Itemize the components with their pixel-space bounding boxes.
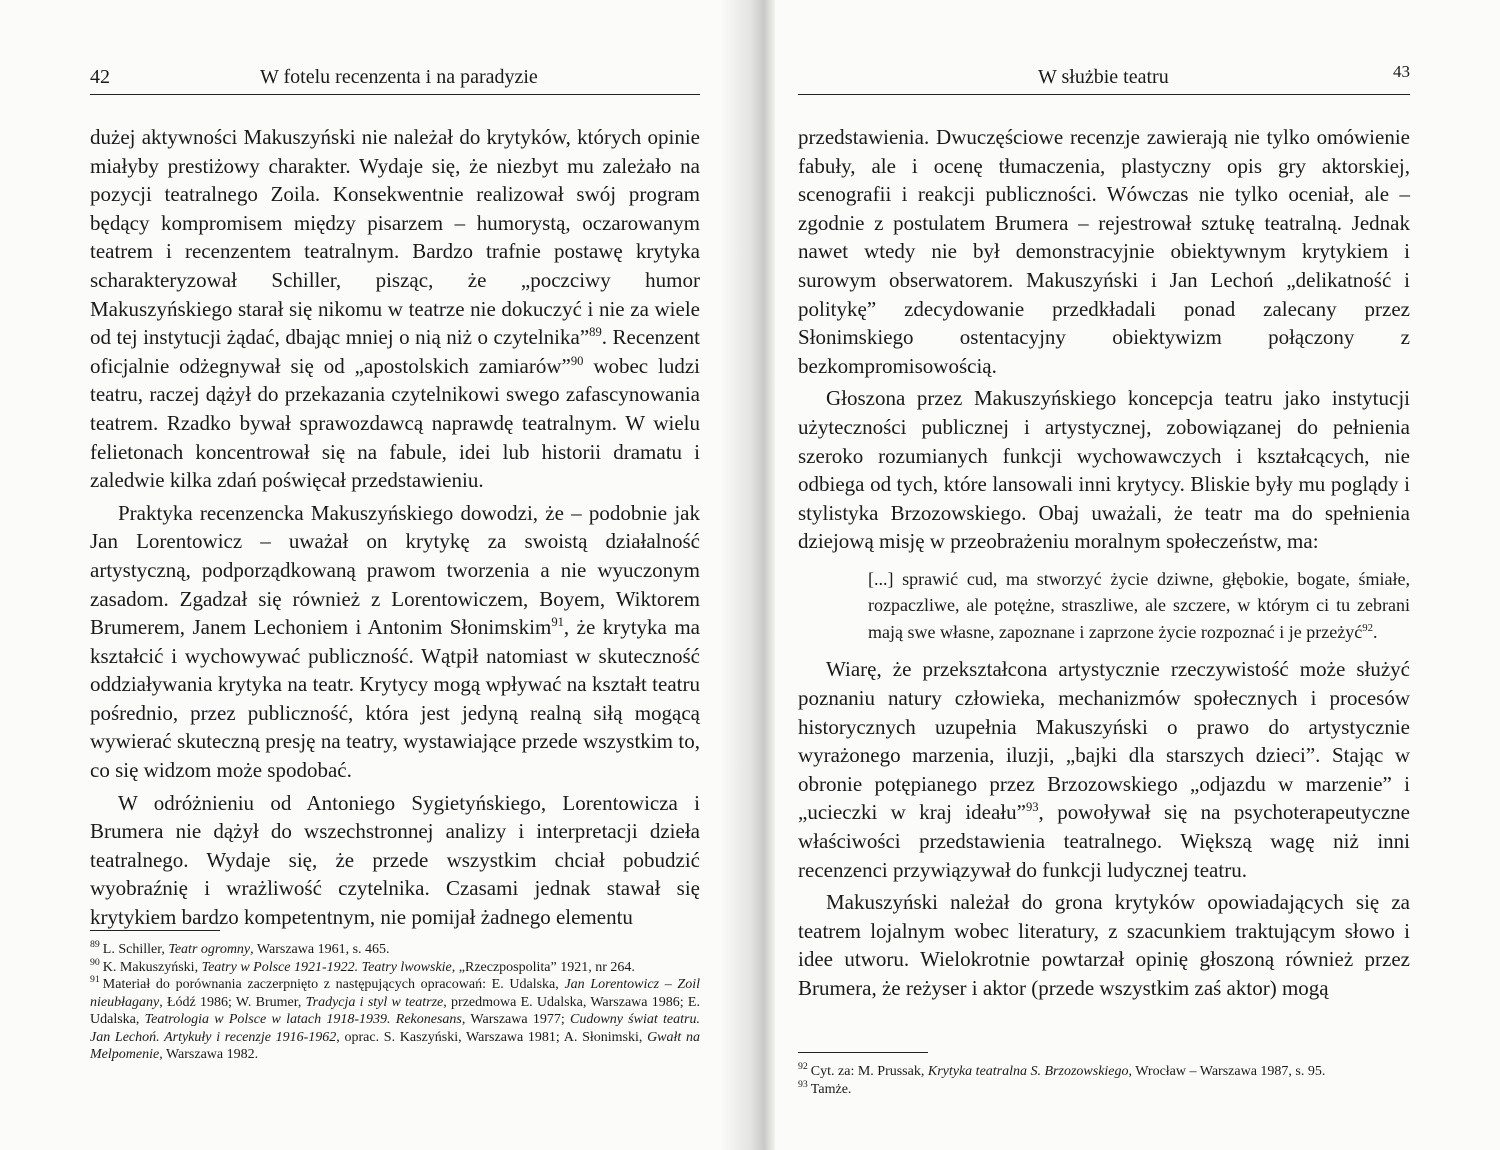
text-run: , przedmowa E. Udalska, Warszawa 1986; E. Udalska, [90,994,700,1027]
footnote [90,976,700,1064]
footnote-reference: 93 [1025,800,1039,815]
body-paragraph [90,499,700,785]
text-run: przedstawienia. Dwuczęściowe recenzje zawierają nie tylko omówienie fabuły, ale i ocenę tłumaczenia, plastyczny opis gry aktorskiej, scenografii i reakcji publiczności. Wówczas nie tylko oceniał, ale – zgodnie z postulatem Brumera – rejestrował sztukę teatralną. Jednak nawet wtedy nie był demonstracyjnie obiektywnym krytykiem i surowym obserwatorem. Makuszyński i Jan Lechoń „delikatność i politykę” zdecydowanie przedkładali ponad zalecany przez Słonimskiego ostentacyjny obiektywizm połączony z bezkompromisowością. [798,125,1410,378]
text-run: , „Rzeczpospolita” 1921, nr 264. [451,959,635,975]
body-paragraph [90,123,700,495]
footnote-number: 91 [90,974,100,986]
text-run: wobec ludzi teatru, raczej dążył do przekazania czytelnikowi swego zafascynowania teatrem. Rzadko bywał sprawozdawcą naprawdę teatralnym. W wielu felietonach koncentrował się na fabule, idei lub historii dramatu i zaledwie kilka zdań poświęcał przedstawieniu. [90,353,700,493]
italic-title: Jan Lorentowicz – Zoil nieubłagany [90,977,700,1010]
text-run: , Łódź 1986; W. Brumer, [159,994,306,1010]
italic-title: Cudowny świat teatru. Jan Lechoń. Artykuły i recenzje 1916-1962 [90,1012,700,1045]
text-run: [...] sprawić cud, ma stworzyć życie dziwne, głębokie, bogate, śmiałe, rozpaczliwe, ale potężne, straszliwe, ale szczere, w którym ci tu zebrani mają swe własne, zapoznane i zaprzone życie rozpoznać i je przeżyć [868,568,1410,642]
text-run: K. Makuszyński, [102,959,202,975]
footnote-rule [90,930,220,931]
right-footnotes [798,1052,1410,1098]
italic-title: Tradycja i styl w teatrze [305,994,444,1010]
footnote-reference: 89 [589,325,602,340]
footnote-reference: 90 [570,353,584,368]
running-title-right: W służbie teatru [1038,66,1169,88]
footnote-number: 93 [798,1078,808,1090]
italic-title: Krytyka teatralna S. Brzozowskiego [927,1064,1129,1079]
left-footnotes [90,930,700,1064]
text-run: Głoszona przez Makuszyńskiego koncepcja teatru jako instytucji użyteczności publicznej i artystycznej, zobowiązanej do pełnienia szeroko rozumianych funkcji wychowawczych i kształcących, nie odbiega od tych, które lansowali inni krytycy. Bliskie były mu poglądy i stylistyka Brzozowskiego. Obaj uważali, że teatr ma do spełnienia dziejową misję w przeobrażeniu moralnym społeczeństw, ma: [798,386,1410,554]
text-run: dużej aktywności Makuszyński nie należał do krytyków, których opinie miałyby prestiżowy charakter. Wydaje się, że niezbyt mu zależało na pozycji teatralnego Zoila. Konsekwentnie realizował swój program będący kompromisem między pisarzem – humorystą, oczarowanym teatrem i recenzentem teatralnym. Bardzo trafnie postawę krytyka scharakteryzował Schiller, pisząc, że „poczciwy humor Makuszyńskiego starał się nikomu w teatrze nie dokuczyć i nie za wiele od tej instytucji żądać, dbając mniej o nią niż o czytelnika” [90,125,700,350]
running-head-left [90,66,700,95]
text-run: . Recenzent oficjalnie odżegnywał się od „apostolskich zamiarów” [90,325,700,378]
text-run: Wiarę, że przekształcona artystycznie rzeczywistość może służyć poznaniu natury człowieka, mechanizmów społecznych i procesów historycznych uzupełnia Makuszyński o prawo do artystycznie wyrażonego marzenia, iluzji, „bajki dla starszych dzieci”. Stając w obronie potępianego przez Brzozowskiego „odjazdu w marzenie” i „ucieczki w kraj ideału” [798,657,1410,825]
text-run: , Warszawa 1977; [461,1012,571,1027]
left-body-text [90,123,700,932]
italic-title: Gwałt na Melpomenie [90,1029,700,1062]
footnote-number: 92 [798,1061,808,1073]
page-number-left: 42 [90,66,110,88]
text-run: , Warszawa 1961, s. 465. [250,942,390,957]
text-run: , Wrocław – Warszawa 1987, s. 95. [1128,1064,1326,1079]
block-quote [868,566,1410,646]
text-run: , że krytyka ma kształcić i wychowywać publiczność. Wątpił natomiast w skuteczność oddziaływania krytyka na teatr. Krytycy mogą wpływać na kształt teatru pośrednio, przez publiczność, która jest jedyną realną siłą mogącą wywierać skuteczną presję na teatry, wystawiające przede wszystkim to, co się widzom może spodobać. [90,615,700,783]
running-title-left: W fotelu recenzenta i na paradyzie [260,66,538,88]
text-run: W odróżnieniu od Antoniego Sygietyńskiego, Lorentowicza i Brumera nie dążył do wszechstronnej analizy i interpretacji dzieła teatralnego. Wydaje się, że przede wszystkim chciał pobudzić wyobraźnię i wrażliwość czytelnika. Czasami jednak stawał się krytykiem bardzo kompetentnym, nie pomijał żadnego elementu [90,790,700,930]
footnote-reference: 91 [551,615,564,630]
book-gutter [720,0,775,1150]
page-number-right: 43 [1393,62,1410,81]
body-paragraph [798,384,1410,556]
italic-title: Teatry w Polsce 1921-1922. Teatry lwowskie [201,959,452,975]
right-body-text [798,123,1410,1003]
footnote [798,1078,1410,1099]
text-run: Materiał do porównania zaczerpnięto z następujących opracowań: E. Udalska, [102,977,565,992]
italic-title: Teatr ogromny [168,942,251,957]
body-paragraph [798,123,1410,380]
text-run: . [1373,621,1378,642]
body-paragraph [798,655,1410,884]
body-paragraph [798,888,1410,1002]
italic-title: Teatrologia w Polsce w latach 1918-1939. Rekonesans [144,1012,462,1027]
text-run: , powoływał się na psychoterapeutyczne właściwości przedstawienia teatralnego. Większą wagę niż inni recenzenci przywiązywał do funkcji ludycznej teatru. [798,800,1410,882]
text-run: Tamże. [810,1081,852,1097]
text-run: Makuszyński należał do grona krytyków opowiadających się za teatrem lojalnym wobec literatury, z szacunkiem traktującym słowo i idee utworu. Wielokrotnie powtarzał opinię głoszoną również przez Brumera, że reżyser i aktor (przede wszystkim zaś aktor) mogą [798,890,1410,1000]
text-run: , Warszawa 1982. [159,1047,259,1062]
text-run: Praktyka recenzencka Makuszyńskiego dowodzi, że – podobnie jak Jan Lorentowicz – uważał on krytykę za swoistą działalność artystyczną, podporządkowaną prawom tworzenia a nie wyuczonym zasadom. Zgadzał się również z Lorentowiczem, Boyem, Wiktorem Brumerem, Janem Lechoniem i Antonim Słonimskim [90,500,700,640]
footnote [798,1063,1410,1081]
body-paragraph [90,789,700,932]
footnote [90,956,700,977]
left-page [90,0,700,1150]
footnote [90,941,700,959]
right-page [798,0,1410,1150]
footnote-reference: 92 [1362,621,1374,634]
running-head-right [798,62,1410,95]
text-run: L. Schiller, [102,942,169,957]
footnote-number: 90 [90,956,100,968]
footnote-number: 89 [90,939,100,951]
text-run: Cyt. za: M. Prussak, [810,1064,928,1079]
text-run: , oprac. S. Kaszyński, Warszawa 1981; A. Słonimski, [336,1029,648,1045]
footnote-rule [798,1052,928,1053]
